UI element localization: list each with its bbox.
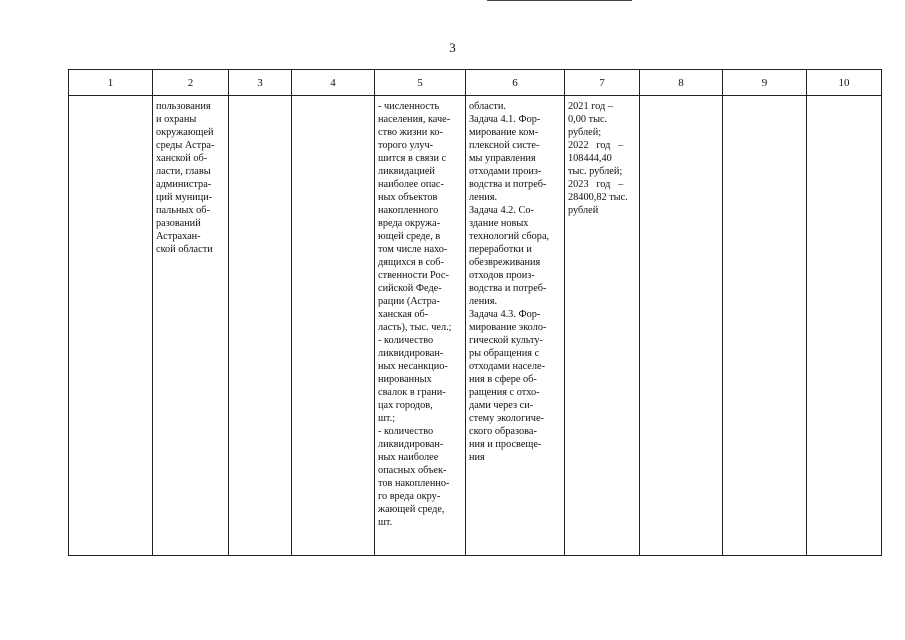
cell-text bbox=[229, 96, 291, 100]
cell-col9 bbox=[723, 96, 807, 556]
cell-funding bbox=[565, 96, 640, 556]
column-header-4: 4 bbox=[292, 70, 375, 96]
column-header-9: 9 bbox=[723, 70, 807, 96]
table-row bbox=[69, 96, 882, 556]
column-header-6: 6 bbox=[466, 70, 565, 96]
responsible-text: пользования и охраны окружающей среды Астра- ханской об- ласти, главы администра- ций муници- пальных об- разований Астрахан- ской области bbox=[156, 101, 215, 255]
cell-text bbox=[723, 96, 806, 100]
cell-responsible bbox=[153, 96, 229, 556]
cell-text bbox=[69, 96, 152, 100]
column-header-5: 5 bbox=[375, 70, 466, 96]
column-header-2: 2 bbox=[153, 70, 229, 96]
column-header-3: 3 bbox=[229, 70, 292, 96]
column-header-10: 10 bbox=[807, 70, 882, 96]
tasks-text: области. Задача 4.1. Фор- мирование ком- плексной систе- мы управления отходами произ- водства и потреб- ления. Задача 4.2. Со- здание новых технологий сбора, переработки и обезвреживания отходов произ- водства и потреб- ления. Задача 4.3. Фор- мирование эколо- гической культу- ры обращения с отходами населе- ния в сфере об- ращения с отхо- дами через си- стему экологиче- ского образова- ния и просвеще- ния bbox=[469, 101, 550, 463]
cell-col1 bbox=[69, 96, 153, 556]
data-table bbox=[68, 69, 882, 556]
cell-indicators bbox=[375, 96, 466, 556]
column-header-1: 1 bbox=[69, 70, 153, 96]
indicators-text: - численность населения, каче- ство жизни ко- торого улуч- шится в связи с ликвидацией наиболее опас- ных объектов накопленного вреда окружа- ющей среде, в том числе нахо- дящихся в соб- ственности Рос- сийской Феде- рации (Астра- ханская об- ласть), тыс. чел.; - количество ликвидирован- ных несанкцио- нированных свалок в грани- цах городов, шт.; - количество ликвидирован- ных наиболее опасных объек- тов накопленно- го вреда окру- жающей среде, шт. bbox=[378, 101, 452, 528]
cell-text bbox=[640, 96, 722, 100]
cell-col4 bbox=[292, 96, 375, 556]
funding-text: 2021 год – 0,00 тыс. рублей; 2022 год – 108444,40 тыс. рублей; 2023 год – 28400,82 тыс. рублей bbox=[568, 101, 628, 216]
cell-col8 bbox=[640, 96, 723, 556]
cell-col3 bbox=[229, 96, 292, 556]
cell-text bbox=[807, 96, 881, 100]
column-header-7: 7 bbox=[565, 70, 640, 96]
column-header-8: 8 bbox=[640, 70, 723, 96]
cell-text bbox=[292, 96, 374, 100]
cell-col10 bbox=[807, 96, 882, 556]
cell-tasks bbox=[466, 96, 565, 556]
top-scan-line bbox=[487, 0, 632, 1]
header-row bbox=[69, 70, 882, 96]
page-number: 3 bbox=[449, 40, 456, 55]
